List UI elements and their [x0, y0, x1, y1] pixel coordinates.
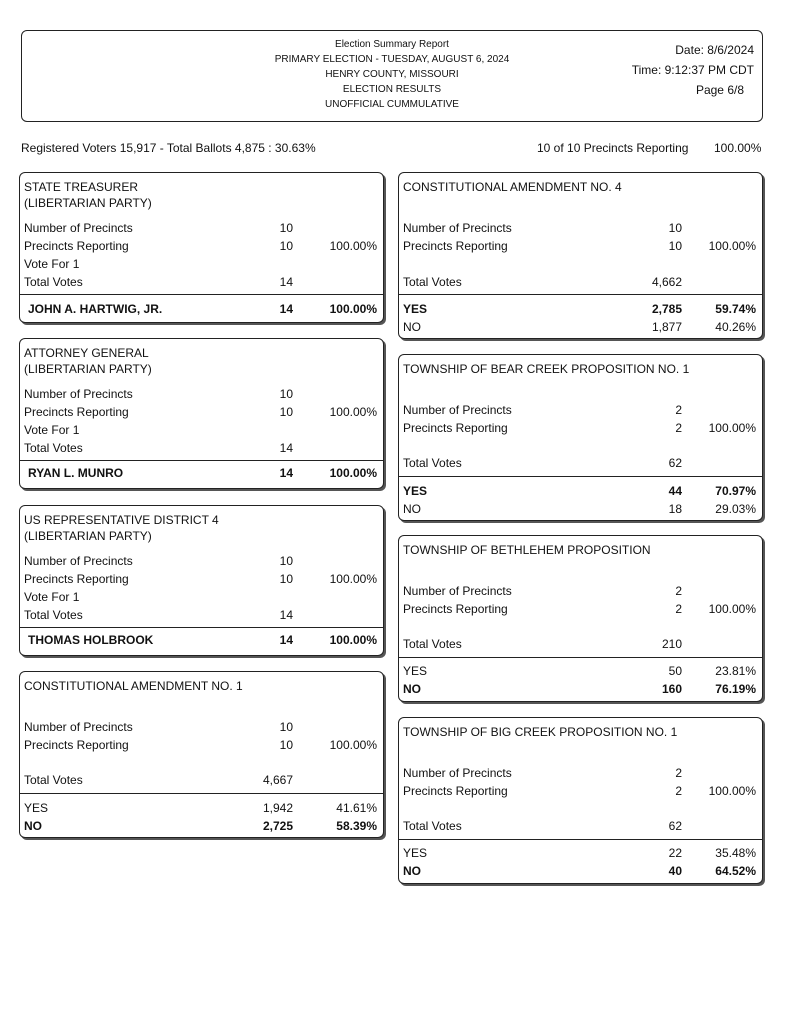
num-precincts-value: 10 [279, 221, 293, 235]
race-title-line1: STATE TREASURER [24, 180, 139, 194]
candidate-row [24, 631, 377, 649]
choice-name: YES [403, 302, 428, 316]
vote-for-row [24, 588, 377, 606]
divider [20, 793, 383, 794]
num-precincts-label: Number of Precincts [403, 766, 512, 780]
choice-name: NO [24, 819, 42, 833]
candidate-pct: 100.00% [329, 302, 377, 316]
precincts-reporting-pct: 100.00% [329, 405, 377, 419]
status-label: UNOFFICIAL CUMMULATIVE [325, 99, 459, 110]
choice-pct: 76.19% [715, 682, 756, 696]
race-constitutional-amendment-1 [19, 671, 384, 838]
total-votes-label: Total Votes [24, 441, 83, 455]
precincts-reporting-label: Precincts Reporting [403, 602, 508, 616]
choice-votes: 2,725 [262, 819, 293, 833]
vote-for-row [24, 421, 377, 439]
precincts-reporting-value: 2 [675, 421, 682, 435]
registered-voters-summary: Registered Voters 15,917 - Total Ballots 4,875 : 30.63% [21, 141, 316, 155]
county-name: HENRY COUNTY, MISSOURI [325, 69, 459, 80]
candidate-name: THOMAS HOLBROOK [28, 633, 154, 647]
choice-pct: 29.03% [715, 502, 756, 516]
precincts-reporting-row [403, 600, 756, 618]
precincts-reporting-value: 10 [279, 239, 293, 253]
total-votes-label: Total Votes [24, 608, 83, 622]
precincts-reporting-value: 2 [675, 784, 682, 798]
precincts-reporting-label: Precincts Reporting [24, 738, 129, 752]
precincts-reporting-value: 10 [279, 405, 293, 419]
report-date: Date: 8/6/2024 [675, 43, 754, 57]
choice-row-yes [403, 662, 756, 680]
race-title-line1: US REPRESENTATIVE DISTRICT 4 [24, 513, 219, 527]
num-precincts-label: Number of Precincts [403, 221, 512, 235]
total-votes-row [403, 817, 756, 835]
num-precincts-value: 2 [675, 403, 682, 417]
precincts-reporting-row [403, 419, 756, 437]
choice-row-no [403, 680, 756, 698]
choice-pct: 41.61% [336, 801, 377, 815]
num-precincts-value: 10 [279, 554, 293, 568]
candidate-name: JOHN A. HARTWIG, JR. [28, 302, 163, 316]
choice-name: YES [403, 484, 428, 498]
precincts-reporting-pct: 100.00% [708, 602, 756, 616]
candidate-votes: 14 [279, 466, 293, 480]
num-precincts-row [403, 764, 756, 782]
num-precincts-row [24, 718, 377, 736]
divider [399, 657, 762, 658]
total-votes-label: Total Votes [24, 275, 83, 289]
report-time: Time: 9:12:37 PM CDT [631, 63, 754, 77]
num-precincts-label: Number of Precincts [24, 221, 133, 235]
race-title [24, 512, 219, 544]
precincts-reporting-label: Precincts Reporting [24, 405, 129, 419]
race-constitutional-amendment-4 [398, 172, 763, 339]
total-votes-label: Total Votes [403, 456, 462, 470]
total-votes-row [24, 771, 377, 789]
candidate-pct: 100.00% [329, 466, 377, 480]
choice-votes: 2,785 [651, 302, 682, 316]
num-precincts-row [403, 401, 756, 419]
race-title: CONSTITUTIONAL AMENDMENT NO. 1 [24, 679, 243, 693]
choice-row-yes [403, 300, 756, 318]
results-label: ELECTION RESULTS [342, 84, 442, 95]
precincts-reporting-row [24, 237, 377, 255]
precincts-reporting-row [24, 403, 377, 421]
vote-for-label: Vote For 1 [24, 257, 80, 271]
race-attorney-general [19, 338, 384, 489]
race-us-representative-district-4 [19, 505, 384, 656]
race-title [24, 345, 152, 377]
precincts-reporting-summary: 10 of 10 Precincts Reporting [537, 141, 689, 155]
choice-votes: 18 [668, 502, 682, 516]
choice-votes: 1,942 [262, 801, 293, 815]
race-bear-creek-proposition-1 [398, 354, 763, 521]
num-precincts-value: 2 [675, 766, 682, 780]
choice-row-no [403, 500, 756, 518]
race-title-line2: (LIBERTARIAN PARTY) [24, 529, 152, 543]
num-precincts-label: Number of Precincts [403, 403, 512, 417]
precincts-reporting-row [403, 782, 756, 800]
choice-row-yes [403, 482, 756, 500]
total-votes-value: 62 [668, 456, 682, 470]
precincts-reporting-pct: 100.00% [708, 784, 756, 798]
report-header [21, 30, 763, 122]
report-meta [632, 40, 754, 100]
choice-row-yes [24, 799, 377, 817]
vote-for-row [24, 255, 377, 273]
race-title-line2: (LIBERTARIAN PARTY) [24, 196, 152, 210]
choice-pct: 58.39% [336, 819, 377, 833]
election-name: PRIMARY ELECTION - TUESDAY, AUGUST 6, 2024 [274, 54, 510, 65]
total-votes-label: Total Votes [403, 275, 462, 289]
num-precincts-value: 10 [279, 387, 293, 401]
total-votes-row [403, 273, 756, 291]
total-votes-label: Total Votes [403, 819, 462, 833]
precincts-reporting-row [24, 736, 377, 754]
total-votes-value: 4,667 [262, 773, 293, 787]
total-votes-value: 14 [279, 608, 293, 622]
choice-pct: 35.48% [715, 846, 756, 860]
total-votes-row [403, 635, 756, 653]
precincts-reporting-value: 10 [279, 572, 293, 586]
vote-for-label: Vote For 1 [24, 423, 80, 437]
total-votes-value: 14 [279, 441, 293, 455]
precincts-reporting-value: 10 [668, 239, 682, 253]
precincts-reporting-row [24, 570, 377, 588]
precincts-reporting-label: Precincts Reporting [403, 784, 508, 798]
precincts-reporting-row [403, 237, 756, 255]
precincts-reporting-percent: 100.00% [714, 141, 762, 155]
precincts-reporting-label: Precincts Reporting [24, 572, 129, 586]
race-title: TOWNSHIP OF BETHLEHEM PROPOSITION [403, 543, 651, 557]
precincts-reporting-value: 2 [675, 602, 682, 616]
total-votes-value: 210 [661, 637, 682, 651]
race-title: TOWNSHIP OF BEAR CREEK PROPOSITION NO. 1 [403, 362, 690, 376]
total-votes-row [24, 606, 377, 624]
race-state-treasurer [19, 172, 384, 323]
candidate-row [24, 464, 377, 482]
choice-name: NO [403, 682, 421, 696]
race-bethlehem-proposition [398, 535, 763, 702]
choice-name: YES [403, 846, 428, 860]
divider [399, 294, 762, 295]
choice-pct: 70.97% [715, 484, 756, 498]
num-precincts-label: Number of Precincts [24, 387, 133, 401]
total-votes-value: 62 [668, 819, 682, 833]
choice-votes: 40 [668, 864, 682, 878]
num-precincts-label: Number of Precincts [24, 554, 133, 568]
race-big-creek-proposition-1 [398, 717, 763, 884]
choice-row-no [403, 318, 756, 336]
precincts-reporting-pct: 100.00% [329, 572, 377, 586]
num-precincts-value: 2 [675, 584, 682, 598]
divider [20, 294, 383, 295]
candidate-votes: 14 [279, 633, 293, 647]
divider [20, 627, 383, 628]
choice-name: NO [403, 320, 421, 334]
num-precincts-label: Number of Precincts [24, 720, 133, 734]
choice-votes: 44 [668, 484, 682, 498]
num-precincts-row [24, 219, 377, 237]
race-title: TOWNSHIP OF BIG CREEK PROPOSITION NO. 1 [403, 725, 678, 739]
choice-pct: 59.74% [715, 302, 756, 316]
total-votes-label: Total Votes [403, 637, 462, 651]
choice-pct: 23.81% [715, 664, 756, 678]
choice-row-no [24, 817, 377, 835]
choice-pct: 64.52% [715, 864, 756, 878]
choice-votes: 50 [668, 664, 682, 678]
divider [20, 460, 383, 461]
precincts-reporting-label: Precincts Reporting [403, 239, 508, 253]
choice-row-no [403, 862, 756, 880]
num-precincts-label: Number of Precincts [403, 584, 512, 598]
candidate-votes: 14 [279, 302, 293, 316]
num-precincts-row [24, 385, 377, 403]
total-votes-value: 14 [279, 275, 293, 289]
num-precincts-row [403, 219, 756, 237]
choice-pct: 40.26% [715, 320, 756, 334]
num-precincts-row [24, 552, 377, 570]
total-votes-row [24, 273, 377, 291]
precincts-reporting-label: Precincts Reporting [24, 239, 129, 253]
num-precincts-value: 10 [668, 221, 682, 235]
precincts-reporting-label: Precincts Reporting [403, 421, 508, 435]
precincts-reporting-value: 10 [279, 738, 293, 752]
page-number: Page 6/8 [695, 83, 744, 97]
candidate-name: RYAN L. MUNRO [28, 466, 124, 480]
precincts-reporting-pct: 100.00% [708, 239, 756, 253]
race-title-line2: (LIBERTARIAN PARTY) [24, 362, 152, 376]
num-precincts-row [403, 582, 756, 600]
choice-votes: 160 [661, 682, 682, 696]
precincts-reporting-pct: 100.00% [329, 239, 377, 253]
total-votes-row [24, 439, 377, 457]
choice-name: YES [403, 664, 428, 678]
race-title-line1: ATTORNEY GENERAL [24, 346, 149, 360]
choice-row-yes [403, 844, 756, 862]
choice-name: NO [403, 502, 421, 516]
choice-votes: 1,877 [651, 320, 682, 334]
total-votes-label: Total Votes [24, 773, 83, 787]
choice-votes: 22 [668, 846, 682, 860]
precincts-reporting-pct: 100.00% [708, 421, 756, 435]
vote-for-label: Vote For 1 [24, 590, 80, 604]
report-title: Election Summary Report [335, 39, 449, 50]
candidate-pct: 100.00% [329, 633, 377, 647]
race-title: CONSTITUTIONAL AMENDMENT NO. 4 [403, 180, 622, 194]
total-votes-value: 4,662 [651, 275, 682, 289]
choice-name: NO [403, 864, 421, 878]
choice-name: YES [24, 801, 49, 815]
divider [399, 839, 762, 840]
precincts-reporting-pct: 100.00% [329, 738, 377, 752]
race-title [24, 179, 152, 211]
num-precincts-value: 10 [279, 720, 293, 734]
candidate-row [24, 300, 377, 318]
divider [399, 476, 762, 477]
total-votes-row [403, 454, 756, 472]
